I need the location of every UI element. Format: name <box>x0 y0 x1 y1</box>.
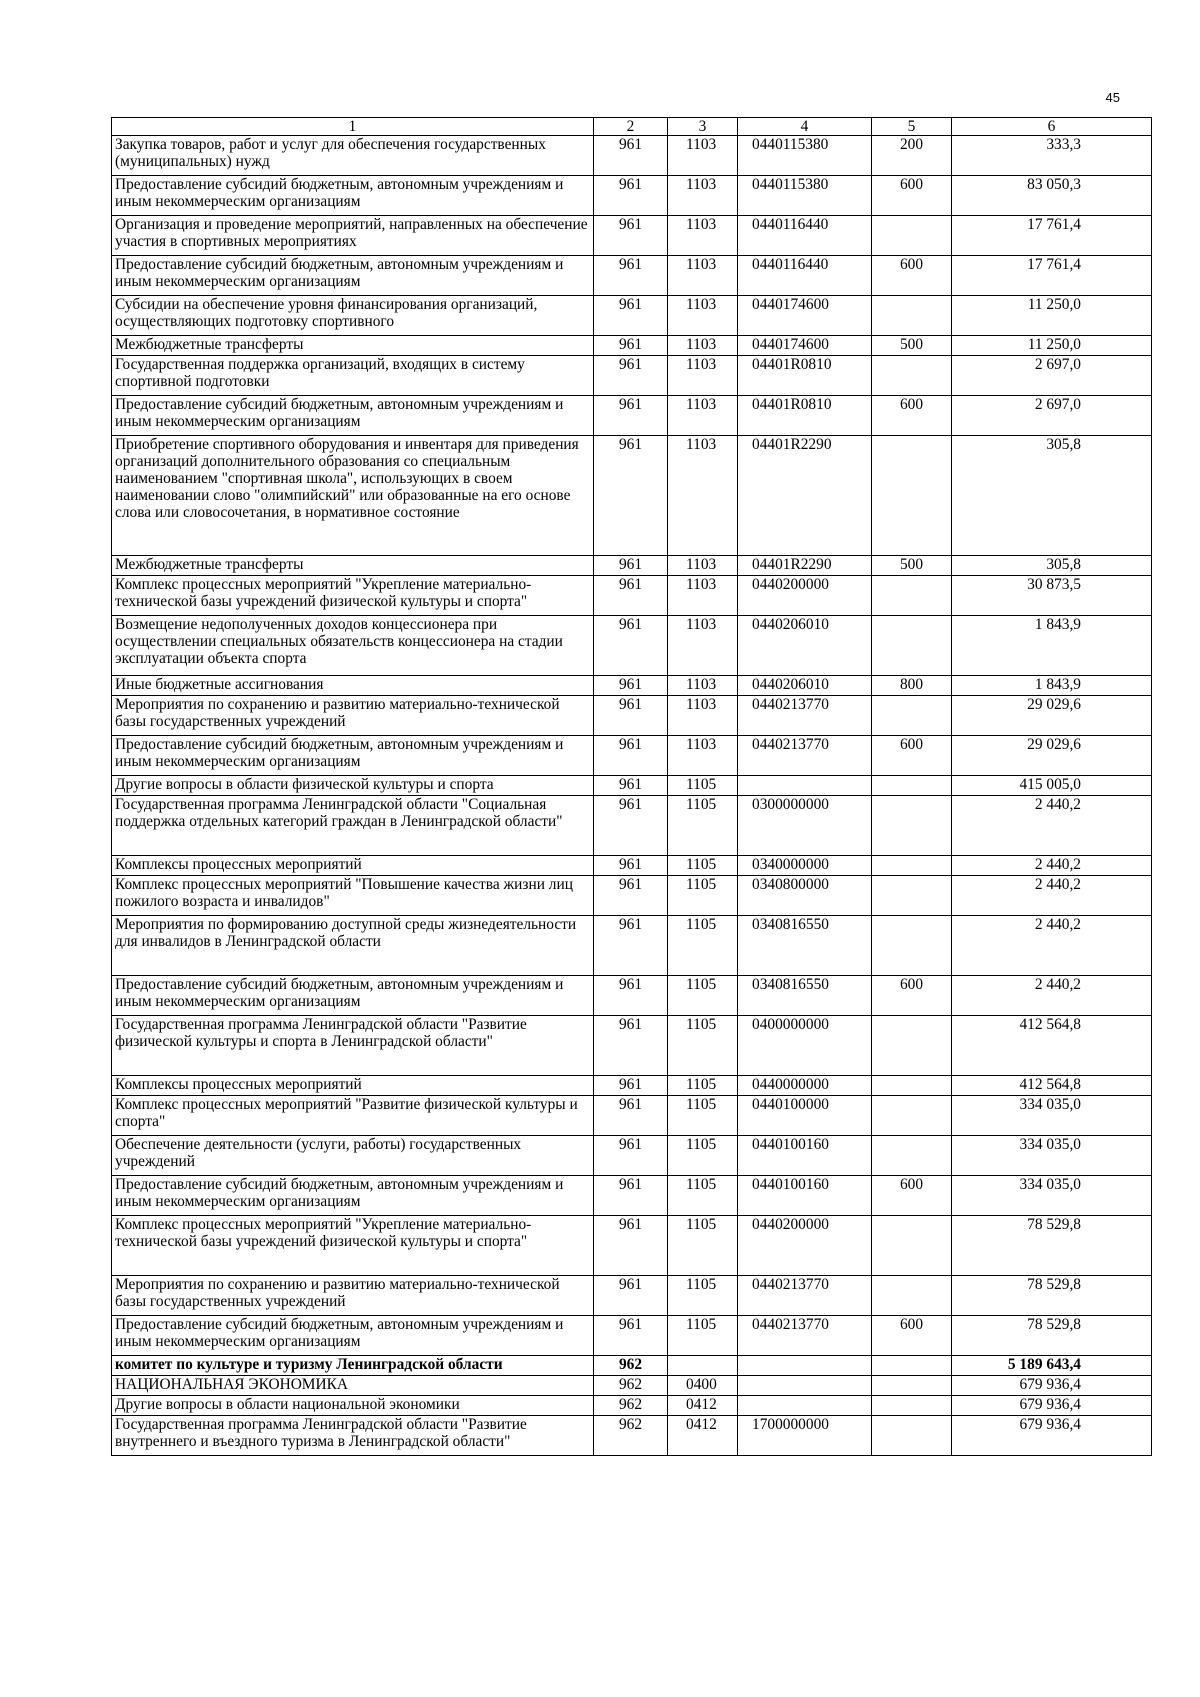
row-amount: 679 936,4 <box>952 1416 1152 1456</box>
row-amount: 334 035,0 <box>952 1136 1152 1176</box>
row-amount: 17 761,4 <box>952 256 1152 296</box>
table-row <box>112 676 1152 696</box>
row-target-article-code <box>738 776 872 796</box>
row-name: Межбюджетные трансферты <box>112 556 594 576</box>
table-row <box>112 1316 1152 1356</box>
row-name: Предоставление субсидий бюджетным, автономным учреждениям и иным некоммерческим организациям <box>112 736 594 776</box>
row-name: Комплекс процессных мероприятий "Повышение качества жизни лиц пожилого возраста и инвалидов" <box>112 876 594 916</box>
row-target-article-code: 04401R0810 <box>738 356 872 396</box>
row-department-code: 961 <box>594 1096 668 1136</box>
budget-table <box>111 117 1152 1456</box>
row-name: Комплексы процессных мероприятий <box>112 1076 594 1096</box>
row-target-article-code: 04401R0810 <box>738 396 872 436</box>
row-department-code: 961 <box>594 796 668 856</box>
row-section-code: 1103 <box>668 396 738 436</box>
row-expense-type-code <box>872 356 952 396</box>
row-name: Межбюджетные трансферты <box>112 336 594 356</box>
row-amount: 11 250,0 <box>952 336 1152 356</box>
row-amount: 305,8 <box>952 556 1152 576</box>
row-section-code: 1103 <box>668 356 738 396</box>
row-target-article-code: 0440206010 <box>738 616 872 676</box>
table-row <box>112 1356 1152 1376</box>
row-section-code: 1105 <box>668 876 738 916</box>
row-section-code: 1103 <box>668 436 738 556</box>
row-expense-type-code <box>872 856 952 876</box>
row-amount: 334 035,0 <box>952 1096 1152 1136</box>
row-section-code: 1105 <box>668 1136 738 1176</box>
row-name: Обеспечение деятельности (услуги, работы) государственных учреждений <box>112 1136 594 1176</box>
row-amount: 412 564,8 <box>952 1016 1152 1076</box>
row-expense-type-code <box>872 1276 952 1316</box>
row-target-article-code: 0400000000 <box>738 1016 872 1076</box>
row-expense-type-code: 600 <box>872 396 952 436</box>
row-department-code: 961 <box>594 1136 668 1176</box>
row-target-article-code: 0440116440 <box>738 216 872 256</box>
row-expense-type-code <box>872 1096 952 1136</box>
row-department-code: 961 <box>594 1176 668 1216</box>
row-section-code: 1105 <box>668 976 738 1016</box>
row-target-article-code: 0340000000 <box>738 856 872 876</box>
row-section-code: 1105 <box>668 776 738 796</box>
row-expense-type-code <box>872 916 952 976</box>
row-name: Государственная программа Ленинградской области "Развитие физической культуры и спорта в Ленинградской области" <box>112 1016 594 1076</box>
row-expense-type-code: 600 <box>872 1316 952 1356</box>
column-number-3: 3 <box>668 118 738 136</box>
row-amount: 17 761,4 <box>952 216 1152 256</box>
row-target-article-code: 0340816550 <box>738 916 872 976</box>
row-section-code: 1105 <box>668 1216 738 1276</box>
row-amount: 679 936,4 <box>952 1396 1152 1416</box>
row-name: Закупка товаров, работ и услуг для обеспечения государственных (муниципальных) нужд <box>112 136 594 176</box>
row-name: Возмещение недополученных доходов концессионера при осуществлении специальных обязательств концессионера на стадии эксплуатации объекта спорта <box>112 616 594 676</box>
row-amount: 29 029,6 <box>952 736 1152 776</box>
table-row <box>112 856 1152 876</box>
row-amount: 83 050,3 <box>952 176 1152 216</box>
table-row <box>112 776 1152 796</box>
row-target-article-code: 0340816550 <box>738 976 872 1016</box>
row-amount: 2 440,2 <box>952 796 1152 856</box>
row-name: Организация и проведение мероприятий, направленных на обеспечение участия в спортивных мероприятиях <box>112 216 594 256</box>
row-target-article-code <box>738 1356 872 1376</box>
row-name: Предоставление субсидий бюджетным, автономным учреждениям и иным некоммерческим организациям <box>112 396 594 436</box>
row-department-code: 961 <box>594 216 668 256</box>
row-amount: 2 440,2 <box>952 916 1152 976</box>
row-name: Предоставление субсидий бюджетным, автономным учреждениям и иным некоммерческим организациям <box>112 176 594 216</box>
row-target-article-code: 0440213770 <box>738 696 872 736</box>
row-name: Субсидии на обеспечение уровня финансирования организаций, осуществляющих подготовку спортивного <box>112 296 594 336</box>
row-amount: 11 250,0 <box>952 296 1152 336</box>
row-name: Комплекс процессных мероприятий "Развитие физической культуры и спорта" <box>112 1096 594 1136</box>
table-row <box>112 1396 1152 1416</box>
row-amount: 30 873,5 <box>952 576 1152 616</box>
row-name: Мероприятия по формированию доступной среды жизнедеятельности для инвалидов в Ленинградской области <box>112 916 594 976</box>
row-section-code: 0400 <box>668 1376 738 1396</box>
row-section-code: 1103 <box>668 136 738 176</box>
row-name: Государственная программа Ленинградской области "Социальная поддержка отдельных категорий граждан в Ленинградской области" <box>112 796 594 856</box>
row-expense-type-code: 600 <box>872 176 952 216</box>
table-row <box>112 356 1152 396</box>
row-target-article-code: 0440000000 <box>738 1076 872 1096</box>
table-row <box>112 216 1152 256</box>
column-number-1: 1 <box>112 118 594 136</box>
table-row <box>112 696 1152 736</box>
row-department-code: 962 <box>594 1396 668 1416</box>
row-department-code: 961 <box>594 676 668 696</box>
row-department-code: 961 <box>594 856 668 876</box>
table-row <box>112 916 1152 976</box>
column-number-4: 4 <box>738 118 872 136</box>
row-department-code: 961 <box>594 876 668 916</box>
row-expense-type-code <box>872 216 952 256</box>
column-number-5: 5 <box>872 118 952 136</box>
row-department-code: 961 <box>594 776 668 796</box>
row-department-code: 961 <box>594 976 668 1016</box>
row-department-code: 961 <box>594 576 668 616</box>
row-section-code: 1105 <box>668 1176 738 1216</box>
row-target-article-code: 1700000000 <box>738 1416 872 1456</box>
table-row <box>112 1416 1152 1456</box>
row-expense-type-code <box>872 1396 952 1416</box>
row-expense-type-code <box>872 436 952 556</box>
row-target-article-code: 0300000000 <box>738 796 872 856</box>
row-target-article-code <box>738 1376 872 1396</box>
row-name: Предоставление субсидий бюджетным, автономным учреждениям и иным некоммерческим организациям <box>112 256 594 296</box>
row-amount: 333,3 <box>952 136 1152 176</box>
row-amount: 2 697,0 <box>952 396 1152 436</box>
row-section-code: 1105 <box>668 916 738 976</box>
row-target-article-code: 0440213770 <box>738 1316 872 1356</box>
row-section-code: 1103 <box>668 296 738 336</box>
row-target-article-code: 0440206010 <box>738 676 872 696</box>
row-name: комитет по культуре и туризму Ленинградской области <box>112 1356 594 1376</box>
row-department-code: 961 <box>594 1316 668 1356</box>
column-number-2: 2 <box>594 118 668 136</box>
row-department-code: 961 <box>594 556 668 576</box>
row-target-article-code: 0440100160 <box>738 1176 872 1216</box>
table-row <box>112 1136 1152 1176</box>
row-amount: 412 564,8 <box>952 1076 1152 1096</box>
row-section-code: 1105 <box>668 1076 738 1096</box>
row-name: Предоставление субсидий бюджетным, автономным учреждениям и иным некоммерческим организациям <box>112 1316 594 1356</box>
row-section-code: 1103 <box>668 216 738 256</box>
row-expense-type-code: 200 <box>872 136 952 176</box>
row-section-code: 1103 <box>668 576 738 616</box>
row-target-article-code <box>738 1396 872 1416</box>
row-amount: 2 440,2 <box>952 976 1152 1016</box>
row-expense-type-code: 600 <box>872 736 952 776</box>
row-section-code: 1105 <box>668 1096 738 1136</box>
row-target-article-code: 04401R2290 <box>738 556 872 576</box>
row-name: Государственная поддержка организаций, входящих в систему спортивной подготовки <box>112 356 594 396</box>
row-section-code: 1103 <box>668 696 738 736</box>
table-row <box>112 556 1152 576</box>
row-department-code: 961 <box>594 1016 668 1076</box>
row-section-code: 1103 <box>668 556 738 576</box>
row-department-code: 961 <box>594 616 668 676</box>
row-amount: 29 029,6 <box>952 696 1152 736</box>
row-expense-type-code <box>872 576 952 616</box>
table-row <box>112 436 1152 556</box>
row-expense-type-code: 500 <box>872 556 952 576</box>
row-name: НАЦИОНАЛЬНАЯ ЭКОНОМИКА <box>112 1376 594 1396</box>
row-name: Иные бюджетные ассигнования <box>112 676 594 696</box>
row-expense-type-code <box>872 776 952 796</box>
row-expense-type-code <box>872 1016 952 1076</box>
row-expense-type-code <box>872 1216 952 1276</box>
table-row <box>112 616 1152 676</box>
row-amount: 78 529,8 <box>952 1216 1152 1276</box>
row-target-article-code: 0440213770 <box>738 736 872 776</box>
row-department-code: 961 <box>594 136 668 176</box>
table-row <box>112 796 1152 856</box>
row-section-code: 1103 <box>668 256 738 296</box>
row-department-code: 962 <box>594 1376 668 1396</box>
row-amount: 415 005,0 <box>952 776 1152 796</box>
row-target-article-code: 0440213770 <box>738 1276 872 1316</box>
row-expense-type-code <box>872 796 952 856</box>
table-row <box>112 1076 1152 1096</box>
row-section-code: 0412 <box>668 1396 738 1416</box>
row-department-code: 961 <box>594 1276 668 1316</box>
row-section-code: 1105 <box>668 796 738 856</box>
row-expense-type-code: 500 <box>872 336 952 356</box>
table-row <box>112 736 1152 776</box>
row-name: Предоставление субсидий бюджетным, автономным учреждениям и иным некоммерческим организациям <box>112 1176 594 1216</box>
budget-table-body <box>112 118 1152 1456</box>
row-name: Другие вопросы в области национальной экономики <box>112 1396 594 1416</box>
row-department-code: 961 <box>594 436 668 556</box>
row-department-code: 961 <box>594 1076 668 1096</box>
row-name: Мероприятия по сохранению и развитию материально-технической базы государственных учреждений <box>112 696 594 736</box>
row-expense-type-code <box>872 1376 952 1396</box>
row-section-code: 0412 <box>668 1416 738 1456</box>
table-row <box>112 136 1152 176</box>
row-amount: 78 529,8 <box>952 1276 1152 1316</box>
row-name: Комплекс процессных мероприятий "Укрепление материально-технической базы учреждений физической культуры и спорта" <box>112 576 594 616</box>
row-amount: 1 843,9 <box>952 616 1152 676</box>
row-section-code: 1105 <box>668 1016 738 1076</box>
table-row <box>112 1176 1152 1216</box>
row-name: Комплексы процессных мероприятий <box>112 856 594 876</box>
column-number-row <box>112 118 1152 136</box>
table-row <box>112 396 1152 436</box>
row-department-code: 961 <box>594 356 668 396</box>
row-amount: 78 529,8 <box>952 1316 1152 1356</box>
row-department-code: 961 <box>594 336 668 356</box>
row-department-code: 961 <box>594 256 668 296</box>
row-section-code: 1105 <box>668 856 738 876</box>
row-expense-type-code <box>872 696 952 736</box>
table-row <box>112 1016 1152 1076</box>
row-target-article-code: 0440116440 <box>738 256 872 296</box>
row-target-article-code: 04401R2290 <box>738 436 872 556</box>
row-expense-type-code <box>872 1416 952 1456</box>
row-section-code: 1103 <box>668 616 738 676</box>
row-section-code: 1103 <box>668 176 738 216</box>
row-amount: 305,8 <box>952 436 1152 556</box>
row-target-article-code: 0440200000 <box>738 576 872 616</box>
row-amount: 1 843,9 <box>952 676 1152 696</box>
row-department-code: 961 <box>594 296 668 336</box>
row-expense-type-code <box>872 1356 952 1376</box>
row-amount: 2 440,2 <box>952 876 1152 916</box>
row-expense-type-code <box>872 616 952 676</box>
row-expense-type-code <box>872 1076 952 1096</box>
row-amount: 5 189 643,4 <box>952 1356 1152 1376</box>
row-expense-type-code: 600 <box>872 1176 952 1216</box>
row-target-article-code: 0440115380 <box>738 176 872 216</box>
table-row <box>112 876 1152 916</box>
table-row <box>112 1216 1152 1276</box>
row-department-code: 961 <box>594 696 668 736</box>
row-name: Приобретение спортивного оборудования и инвентаря для приведения организаций дополнительного образования со специальным наименованием "спортивная школа", использующих в своем наименовании слово "олимпийский" или образованные на его основе слова или словосочетания, в нормативное состояние <box>112 436 594 556</box>
table-row <box>112 1096 1152 1136</box>
table-row <box>112 176 1152 216</box>
row-expense-type-code: 800 <box>872 676 952 696</box>
row-target-article-code: 0440200000 <box>738 1216 872 1276</box>
row-target-article-code: 0340800000 <box>738 876 872 916</box>
row-target-article-code: 0440174600 <box>738 336 872 356</box>
row-expense-type-code <box>872 876 952 916</box>
row-section-code: 1103 <box>668 736 738 776</box>
table-row <box>112 976 1152 1016</box>
row-expense-type-code <box>872 1136 952 1176</box>
row-department-code: 961 <box>594 1216 668 1276</box>
row-department-code: 961 <box>594 396 668 436</box>
row-name: Государственная программа Ленинградской области "Развитие внутреннего и въездного туризма в Ленинградской области" <box>112 1416 594 1456</box>
row-expense-type-code: 600 <box>872 256 952 296</box>
row-expense-type-code <box>872 296 952 336</box>
row-department-code: 962 <box>594 1416 668 1456</box>
row-amount: 334 035,0 <box>952 1176 1152 1216</box>
row-department-code: 961 <box>594 176 668 216</box>
row-target-article-code: 0440115380 <box>738 136 872 176</box>
row-department-code: 961 <box>594 736 668 776</box>
row-name: Комплекс процессных мероприятий "Укрепление материально-технической базы учреждений физической культуры и спорта" <box>112 1216 594 1276</box>
row-section-code: 1105 <box>668 1276 738 1316</box>
row-expense-type-code: 600 <box>872 976 952 1016</box>
row-target-article-code: 0440100160 <box>738 1136 872 1176</box>
row-target-article-code: 0440100000 <box>738 1096 872 1136</box>
table-row <box>112 1276 1152 1316</box>
table-row <box>112 576 1152 616</box>
row-name: Другие вопросы в области физической культуры и спорта <box>112 776 594 796</box>
row-amount: 679 936,4 <box>952 1376 1152 1396</box>
row-section-code: 1103 <box>668 676 738 696</box>
row-section-code <box>668 1356 738 1376</box>
row-name: Предоставление субсидий бюджетным, автономным учреждениям и иным некоммерческим организациям <box>112 976 594 1016</box>
row-department-code: 962 <box>594 1356 668 1376</box>
row-department-code: 961 <box>594 916 668 976</box>
row-amount: 2 697,0 <box>952 356 1152 396</box>
table-row <box>112 256 1152 296</box>
table-row <box>112 336 1152 356</box>
table-row <box>112 296 1152 336</box>
row-section-code: 1105 <box>668 1316 738 1356</box>
row-target-article-code: 0440174600 <box>738 296 872 336</box>
row-name: Мероприятия по сохранению и развитию материально-технической базы государственных учреждений <box>112 1276 594 1316</box>
table-row <box>112 1376 1152 1396</box>
row-amount: 2 440,2 <box>952 856 1152 876</box>
page-number: 45 <box>1105 90 1120 105</box>
column-number-6: 6 <box>952 118 1152 136</box>
row-section-code: 1103 <box>668 336 738 356</box>
